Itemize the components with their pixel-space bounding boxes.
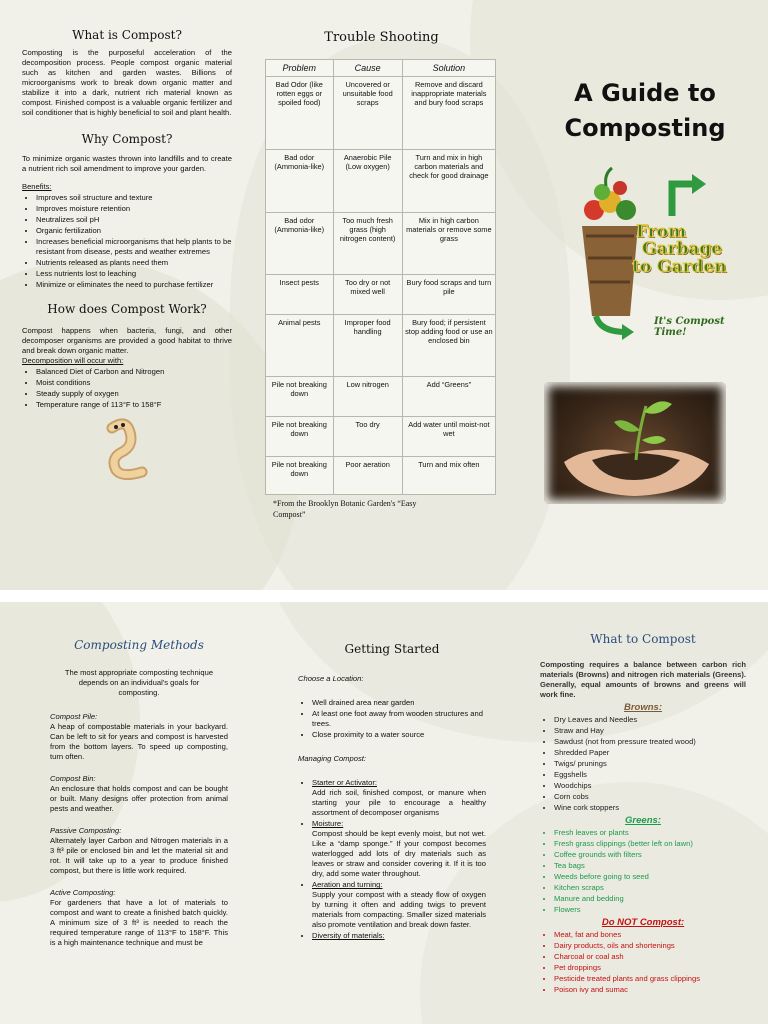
item-text: Supply your compost with a steady flow of oxygen by turning it often and adding twigs to prevent materials from compacting. Smaller sized materials also promote ventilation and break down faster. [312,890,486,930]
table-cell: Bury food scraps and turn pile [402,275,495,315]
list-item: • Twigs/ prunings [554,759,746,769]
seedling-illustration [544,382,726,504]
how-compost-works-heading: How does Compost Work? [47,302,207,317]
item-name: Aeration and turning: [312,880,383,890]
how-compost-works-text: Compost happens when bacteria, fungi, and other decomposer organisms are provided a good habitat to thrive and break down organic matter. [22,326,232,356]
table-cell: Too dry [333,417,402,457]
decomposition-label: Decomposition will occur with: [22,356,124,366]
do-not-compost-label: Do NOT Compost: [601,917,685,929]
method-text: For gardeners that have a lot of materials to compost and want to create a finished batch quickly. A minimum size of 3 ft³ is needed to reach the required temperature range of 113°F to 158°F. This is a high maintenance technique and must be [50,898,228,948]
list-item: • Woodchips [554,781,746,791]
list-item: • Temperature range of 113°F to 158°F [36,400,232,410]
list-item: • Corn cobs [554,792,746,802]
list-item: • Coffee grounds with filters [554,850,746,860]
table-cell: Turn and mix in high carbon materials and check for good drainage [402,150,495,213]
panel-troubleshooting [265,30,498,520]
garbage-to-garden-logo [576,166,756,342]
table-cell: Animal pests [266,315,334,377]
method-name: Compost Pile: [50,712,98,722]
managing-list [298,778,486,941]
table-cell: Anaerobic Pile (Low oxygen) [333,150,402,213]
table-cell: Add “Greens” [402,377,495,417]
methods-intro: The most appropriate composting technique depends on an individual's goals for composting. [64,668,214,698]
hands-seedling-photo [544,382,726,504]
method-name: Compost Bin: [50,774,96,784]
table-cell: Too dry or not mixed well [333,275,402,315]
method-name: Passive Composting: [50,826,122,836]
panel-composting-methods [50,638,228,948]
table-cell: Bad odor (Ammonia-like) [266,150,334,213]
brochure-inside [0,602,768,1024]
list-item: • Meat, fat and bones [554,930,746,940]
item-name: Moisture: [312,819,344,829]
item-text: Add rich soil, finished compost, or manure when starting your pile to encourage a healthy assortment of decomposer organisms [312,788,486,818]
managing-label: Managing Compost: [298,754,366,764]
item-text: Compost should be kept evenly moist, but not wet. Like a “damp sponge.” If your compost becomes waterlogged add lots of dry materials such as leaves or straw and consider covering it. If it is too dry, add some water throughout. [312,829,486,879]
logo-line: Garbage [642,239,723,260]
list-item [312,931,486,941]
list-item: • Well drained area near garden [312,698,486,708]
location-list [298,698,486,740]
panel-what-to-compost [540,632,746,996]
worm-illustration [96,416,156,480]
list-item: • Dairy products, oils and shortenings [554,941,746,951]
table-row [266,377,496,417]
method-text: A heap of compostable materials in your backyard. Can be left to sit for years and compost is harvested from the bottom layers. To speed up composting, turn often. [50,722,228,762]
list-item: • Poison ivy and sumac [554,985,746,995]
table-footnote: *From the Brooklyn Botanic Garden's “Easy Compost” [273,499,417,519]
method-text: An enclosure that holds compost and can be bought or built. Many designs offer protection from animal pests and weather. [50,784,228,814]
list-item: • Pet droppings [554,963,746,973]
method-text: Alternately layer Carbon and Nitrogen materials in a 3 ft³ pile or enclosed bin and let the material sit and rot. It will take up to a year to produce finished compost, but there is little work required. [50,836,228,876]
guide-title-line2: Composting [564,113,726,142]
table-cell: Add water until moist-not wet [402,417,495,457]
list-item: • Improves moisture retention [36,204,232,214]
table-cell: Turn and mix often [402,457,495,495]
list-item: • Close proximity to a water source [312,730,486,740]
list-item: • Less nutrients lost to leaching [36,269,232,279]
table-cell: Pile not breaking down [266,377,334,417]
list-item [312,778,486,818]
list-item: • Balanced Diet of Carbon and Nitrogen [36,367,232,377]
list-item: • Organic fertilization [36,226,232,236]
decomposition-list [22,367,232,410]
list-item [312,819,486,879]
list-item: • Wine cork stoppers [554,803,746,813]
list-item: • At least one foot away from wooden structures and trees. [312,709,486,729]
table-cell: Bad odor (Ammonia-like) [266,213,334,275]
troubleshooting-table [265,59,496,495]
benefits-label: Benefits: [22,182,52,192]
do-not-compost-list [540,930,746,995]
what-is-compost-text: Composting is the purposeful acceleration of the decomposition process. People compost organic material such as kitchen and garden wastes. Billions of microorganisms work to break down organic matter and stabilize it into a dark, nutrient rich material known as compost. Finished compost is a valuable organic fertilizer and soil conditioner that is highly beneficial to soil and plant health. [22,48,232,118]
list-item: • Sawdust (not from pressure treated wood) [554,737,746,747]
list-item: • Pesticide treated plants and grass clippings [554,974,746,984]
list-item: • Moist conditions [36,378,232,388]
column-header: Problem [266,60,334,77]
list-item: • Neutralizes soil pH [36,215,232,225]
list-item: • Dry Leaves and Needles [554,715,746,725]
table-row [266,457,496,495]
method-name: Active Composting: [50,888,116,898]
list-item: • Shredded Paper [554,748,746,758]
table-cell: Mix in high carbon materials or remove some grass [402,213,495,275]
why-compost-heading: Why Compost? [81,132,173,147]
table-cell: Bury food; if persistent stop adding food or use an enclosed bin [402,315,495,377]
what-to-compost-intro: Composting requires a balance between carbon rich materials (Browns) and nitrogen rich materials (Greens). Generally, equal amounts of browns and greens will work fine. [540,660,746,700]
list-item [312,880,486,930]
logo-tagline: It's Compost Time! [654,315,725,338]
what-to-compost-heading: What to Compost [590,632,696,646]
panel-about-compost [22,24,232,480]
item-name: Diversity of materials: [312,931,385,941]
table-cell: Too much fresh grass (high nitrogen content) [333,213,402,275]
list-item: • Kitchen scraps [554,883,746,893]
location-label: Choose a Location: [298,674,364,683]
table-row [266,77,496,150]
list-item: • Flowers [554,905,746,915]
logo-line: From [636,221,687,242]
table-cell: Low nitrogen [333,377,402,417]
table-cell: Poor aeration [333,457,402,495]
item-name: Starter or Activator: [312,778,377,788]
list-item: • Improves soil structure and texture [36,193,232,203]
list-item: • Tea bags [554,861,746,871]
list-item: • Minimize or eliminates the need to purchase fertilizer [36,280,232,290]
greens-list [540,828,746,915]
table-row [266,275,496,315]
why-compost-text: To minimize organic wastes thrown into landfills and to create a nutrient rich soil amendment to improve your garden. [22,154,232,174]
composting-methods-heading: Composting Methods [74,638,204,652]
browns-list [540,715,746,813]
table-cell: Remove and discard inappropriate materials and bury food scraps [402,77,495,150]
benefits-list [22,193,232,290]
table-header-row [266,60,496,77]
table-cell: Insect pests [266,275,334,315]
table-cell: Pile not breaking down [266,417,334,457]
table-row [266,150,496,213]
table-cell: Uncovered or unsuitable food scraps [333,77,402,150]
what-is-compost-heading: What is Compost? [72,28,182,42]
page-gap [0,590,768,602]
browns-label: Browns: [624,702,662,714]
list-item: • Steady supply of oxygen [36,389,232,399]
list-item: • Manure and bedding [554,894,746,904]
column-header: Solution [402,60,495,77]
list-item: • Eggshells [554,770,746,780]
table-row [266,315,496,377]
table-cell: Pile not breaking down [266,457,334,495]
logo-line: to Garden [632,257,727,278]
list-item: • Charcoal or coal ash [554,952,746,962]
getting-started-heading: Getting Started [344,642,440,656]
list-item: • Increases beneficial microorganisms that help plants to be resistant from disease, pests and weather extremes [36,237,232,257]
guide-title-line1: A Guide to [574,79,716,107]
table-row [266,417,496,457]
list-item: • Weeds before going to seed [554,872,746,882]
list-item: • Fresh grass clippings (better left on lawn) [554,839,746,849]
list-item: • Nutrients released as plants need them [36,258,232,268]
panel-getting-started [298,642,486,942]
table-cell: Improper food handling [333,315,402,377]
panel-cover [540,76,750,504]
table-cell: Bad Odor (like rotten eggs or spoiled food) [266,77,334,150]
troubleshooting-heading: Trouble Shooting [324,30,439,45]
logo-text [632,221,727,278]
list-item: • Fresh leaves or plants [554,828,746,838]
column-header: Cause [333,60,402,77]
greens-label: Greens: [625,815,661,827]
table-row [266,213,496,275]
list-item: • Straw and Hay [554,726,746,736]
